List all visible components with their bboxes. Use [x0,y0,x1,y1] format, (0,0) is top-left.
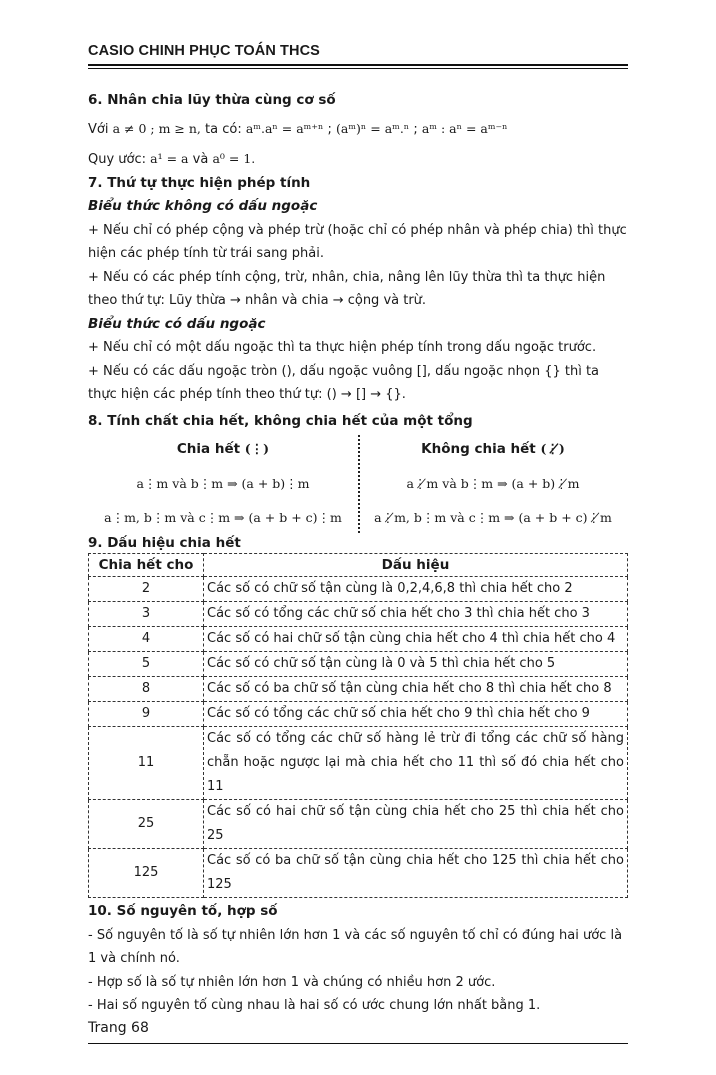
section-9-heading: 9. Dấu hiệu chia hết [88,535,241,551]
formula-product: aᵐ.aⁿ = aᵐ⁺ⁿ [245,120,324,136]
section-8-heading: 8. Tính chất chia hết, không chia hết của một tổng [88,412,473,429]
table-row [89,702,628,727]
divisible-symbol: (⋮) [244,441,270,456]
divisor-cell: 5 [89,652,204,677]
section-10-p2: - Hợp số là số tự nhiên lớn hơn 1 và chúng có nhiều hơn 2 ước. [88,974,496,990]
section-7-p4: + Nếu có các dấu ngoặc tròn (), dấu ngoặc vuông [], dấu ngoặc nhọn {} thì ta thực hiện các phép tính theo thứ tự: () → [] → {}. [88,363,600,402]
rule-cell: Các số có hai chữ số tận cùng chia hết cho 4 thì chia hết cho 4 [204,627,628,652]
rule-cell: Các số có tổng các chữ số chia hết cho 9 thì chia hết cho 9 [204,702,628,727]
section-10-heading: 10. Số nguyên tố, hợp số [88,903,278,919]
section-6-formulas: Với a ≠ 0 ; m ≥ n, ta có: aᵐ.aⁿ = aᵐ⁺ⁿ ; (aᵐ)ⁿ = aᵐ.ⁿ ; aᵐ : aⁿ = aᵐ⁻ⁿ [88,120,508,137]
not-divisible-rule-2: a⋮̸m, b⋮m và c⋮m ⇒ (a + b + c)⋮̸m [374,510,612,525]
section-6-heading: 6. Nhân chia lũy thừa cùng cơ số [88,92,336,108]
col-header-divisor: Chia hết cho [89,554,204,577]
section-10-p1: - Số nguyên tố là số tự nhiên lớn hơn 1 và các số nguyên tố chỉ có đúng hai ước là 1 và chính nó. [88,927,623,966]
not-divisible-header [358,435,628,469]
table-row [89,849,628,898]
formula-power: (aᵐ)ⁿ = aᵐ.ⁿ [336,120,410,136]
divisor-cell: 125 [89,849,204,898]
divisible-header [88,435,358,469]
header-rule [88,64,628,66]
header-rule-thin [88,68,628,69]
convention-a0: a⁰ = 1. [212,151,256,166]
not-divisible-rule-1: a⋮̸m và b⋮m ⇒ (a + b)⋮̸m [406,476,580,491]
section-7-p3: + Nếu chỉ có một dấu ngoặc thì ta thực hiện phép tính trong dấu ngoặc trước. [88,340,597,355]
divisible-header-label: Chia hết [176,441,241,457]
not-divisible-header-label: Không chia hết [421,441,536,457]
divisibility-table [88,553,628,898]
table-row [89,602,628,627]
convention-and: và [192,152,209,167]
table-body [89,577,628,898]
formula-prefix: Với [88,121,109,137]
section-10-p3: - Hai số nguyên tố cùng nhau là hai số có ước chung lớn nhất bằng 1. [88,998,541,1013]
divisor-cell: 2 [89,577,204,602]
table-row [89,627,628,652]
rule-cell: Các số có tổng các chữ số hàng lẻ trừ đi tổng các chữ số hàng chẵn hoặc ngược lại mà chia hết cho 11 thì số đó chia hết cho 11 [204,727,628,800]
divisible-rule-1: a⋮m và b⋮m ⇒ (a + b)⋮m [136,476,310,491]
rule-cell: Các số có chữ số tận cùng là 0 và 5 thì chia hết cho 5 [204,652,628,677]
section-7-p1: + Nếu chỉ có phép cộng và phép trừ (hoặc chỉ có phép nhân và phép chia) thì thực hiện các phép tính từ trái sang phải. [88,222,627,261]
formula-condition: a ≠ 0 ; m ≥ n, [112,120,201,136]
divisor-cell: 3 [89,602,204,627]
convention-a1: a¹ = a [150,151,189,166]
rule-cell: Các số có chữ số tận cùng là 0,2,4,6,8 thì chia hết cho 2 [204,577,628,602]
table-row [89,727,628,800]
divisible-rule-2: a⋮m, b⋮m và c⋮m ⇒ (a + b + c)⋮m [104,510,342,525]
divisor-cell: 11 [89,727,204,800]
divisibility-properties [88,435,628,533]
table-header-row [89,554,628,577]
page-number: Trang 68 [88,1020,149,1036]
rule-cell: Các số có ba chữ số tận cùng chia hết cho 8 thì chia hết cho 8 [204,677,628,702]
table-row [89,577,628,602]
not-divisible-symbol: (⋮̸) [540,441,565,456]
rule-cell: Các số có hai chữ số tận cùng chia hết cho 25 thì chia hết cho 25 [204,800,628,849]
table-row [89,652,628,677]
formula-quotient: aᵐ : aⁿ = aᵐ⁻ⁿ [421,120,508,136]
divisor-cell: 25 [89,800,204,849]
not-divisible-column [358,435,628,537]
page-body [88,89,628,1018]
col-header-rule: Dấu hiệu [204,554,628,577]
table-row [89,677,628,702]
table-row [89,800,628,849]
section-7-sub2: Biểu thức có dấu ngoặc [88,315,266,332]
section-7-p2: + Nếu có các phép tính cộng, trừ, nhân, chia, nâng lên lũy thừa thì ta thực hiện theo thứ tự: Lũy thừa → nhân và chia → cộng và trừ. [88,269,606,308]
divisor-cell: 4 [89,627,204,652]
rule-cell: Các số có tổng các chữ số chia hết cho 3 thì chia hết cho 3 [204,602,628,627]
convention-prefix: Quy ước: [88,152,147,167]
formula-mid: ta có: [205,121,242,137]
page-header: CASIO CHINH PHỤC TOÁN THCS [88,43,320,59]
footer-rule [88,1043,628,1044]
divisor-cell: 9 [89,702,204,727]
section-7-heading: 7. Thứ tự thực hiện phép tính [88,174,311,191]
rule-cell: Các số có ba chữ số tận cùng chia hết cho 125 thì chia hết cho 125 [204,849,628,898]
divisible-column [88,435,358,537]
divisor-cell: 8 [89,677,204,702]
section-7-sub1: Biểu thức không có dấu ngoặc [88,198,318,214]
section-6-convention [88,147,628,172]
